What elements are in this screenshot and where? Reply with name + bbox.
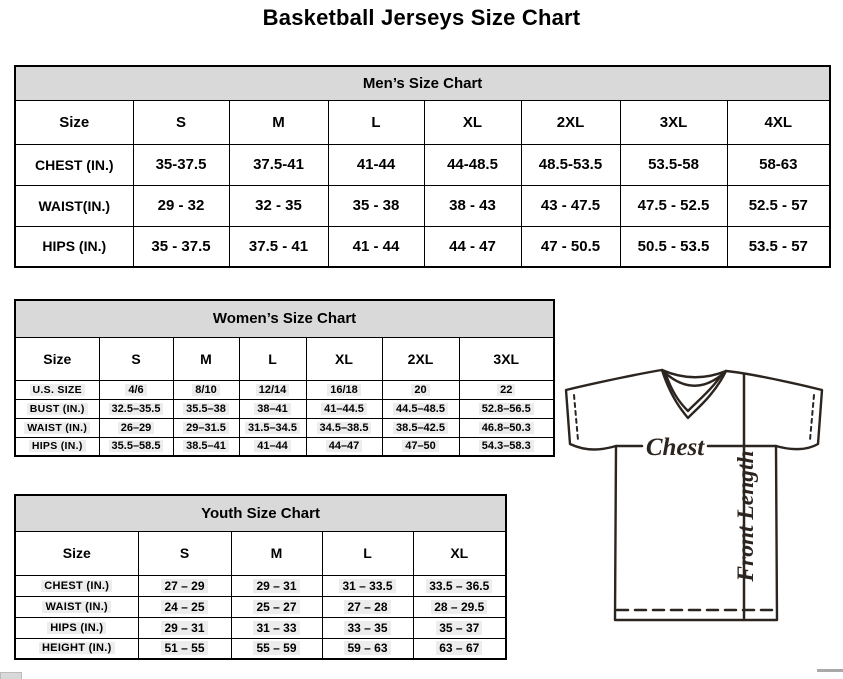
row-label-text: WAIST (IN.) [42,601,111,613]
cell-value: 28 – 29.5 [431,600,487,614]
cell-value: 31.5–34.5 [245,422,300,434]
men-cell [727,185,830,226]
cell-value: 41–44 [254,440,291,452]
women-column-header: 3XL [459,337,554,380]
cell-value: 44.5–48.5 [393,403,448,415]
row-label-text: CHEST (IN.) [34,156,114,173]
youth-table-row [15,575,506,596]
womens-table-title-row [15,300,554,337]
men-cell [620,185,727,226]
youth-header-row [15,531,506,575]
youth-table-row [15,638,506,659]
cell-value: 55 – 59 [253,641,299,655]
women-cell [99,380,173,399]
row-label-text: WAIST (IN.) [24,422,90,434]
youth-column-header: L [322,531,413,575]
women-column-header: Size [15,337,99,380]
men-column-header: 3XL [620,100,727,144]
right-cuff-dashed-line [810,395,814,440]
youth-row-label [15,638,138,659]
youth-column-header: Size [15,531,138,575]
men-column-header: XL [424,100,521,144]
left-cuff-dashed-line [574,395,578,440]
women-table-row [15,399,554,418]
men-cell [328,185,424,226]
women-cell [306,399,382,418]
men-cell [328,144,424,185]
men-column-header: Size [15,100,133,144]
cell-value: 47.5 - 52.5 [637,197,710,214]
cell-value: 33 – 35 [344,621,390,635]
women-cell [173,380,239,399]
men-row-label [15,185,133,226]
women-cell [382,437,459,456]
cell-value: 44–47 [326,440,363,452]
row-label-text: HEIGHT (IN.) [39,642,115,654]
mens-header-row [15,100,830,144]
cell-value: 48.5-53.5 [538,156,603,173]
page-title: Basketball Jerseys Size Chart [262,5,581,30]
men-column-header: 2XL [521,100,620,144]
cell-value: 47 - 50.5 [540,237,601,255]
cell-value: 47–50 [402,440,439,452]
women-cell [239,418,306,437]
cell-value: 38.5–42.5 [393,422,448,434]
women-cell [173,418,239,437]
cell-value: 16/18 [327,384,361,396]
jersey-outline [566,370,822,620]
women-row-label [15,418,99,437]
women-table-row [15,437,554,456]
youth-size-table [14,494,507,660]
cell-value: 44-48.5 [447,156,498,173]
men-row-label [15,226,133,267]
cell-value: 52.8–56.5 [479,403,534,415]
cell-value: 38.5–41 [183,440,229,452]
cell-value: 33.5 – 36.5 [426,579,492,593]
cell-value: 43 - 47.5 [540,197,601,214]
youth-table-row [15,596,506,617]
women-column-header: XL [306,337,382,380]
cell-value: 35.5–38 [183,403,229,415]
cell-value: 22 [497,384,515,396]
cell-value: 52.5 - 57 [748,197,808,214]
men-cell [620,226,727,267]
youth-column-header: S [138,531,231,575]
row-label-text: U.S. SIZE [30,384,85,396]
cell-value: 35-37.5 [155,156,207,173]
women-cell [306,418,382,437]
men-column-header: 4XL [727,100,830,144]
cell-value: 4/6 [125,384,146,396]
women-cell [239,380,306,399]
men-cell [620,144,727,185]
men-row-label [15,144,133,185]
cell-value: 8/10 [192,384,219,396]
front-length-label: Front Length [733,450,759,582]
women-cell [239,437,306,456]
men-cell [133,185,229,226]
youth-cell [322,575,413,596]
men-table-row [15,226,830,267]
women-cell [99,418,173,437]
women-cell [382,380,459,399]
youth-cell [322,596,413,617]
cell-value: 41 - 44 [352,237,400,255]
men-cell [521,144,620,185]
youth-table-title-row [15,495,506,531]
women-cell [99,399,173,418]
women-column-header: 2XL [382,337,459,380]
cell-value: 31 – 33 [253,621,299,635]
men-cell [229,185,328,226]
men-cell [521,226,620,267]
youth-cell [138,575,231,596]
women-table-row [15,418,554,437]
women-table-row [15,380,554,399]
youth-column-header: M [231,531,322,575]
cell-value: 59 – 63 [344,641,390,655]
cell-value: 41-44 [356,156,396,173]
cell-value: 35 - 38 [352,197,400,214]
womens-size-table [14,299,555,457]
youth-cell [138,638,231,659]
chest-label: Chest [645,434,705,461]
mens-table-title: Men’s Size Chart [15,66,830,100]
women-cell [306,380,382,399]
women-column-header: S [99,337,173,380]
youth-row-label [15,617,138,638]
youth-row-label [15,596,138,617]
cell-value: 54.3–58.3 [479,440,534,452]
men-cell [727,226,830,267]
cell-value: 35 – 37 [436,621,482,635]
men-cell [229,144,328,185]
youth-cell [231,596,322,617]
cell-value: 27 – 29 [161,579,207,593]
cell-value: 50.5 - 53.5 [637,237,710,255]
row-label-text: WAIST(IN.) [38,197,111,214]
women-row-label [15,399,99,418]
row-label-text: HIPS (IN.) [47,622,106,634]
cell-value: 51 – 55 [161,641,207,655]
selection-handle-left [0,672,22,679]
youth-cell [138,596,231,617]
cell-value: 37.5-41 [253,156,304,173]
row-label-text: BUST (IN.) [27,403,88,415]
men-table-row [15,144,830,185]
women-row-label [15,380,99,399]
youth-cell [138,617,231,638]
cell-value: 27 – 28 [344,600,390,614]
cell-value: 38 - 43 [449,197,496,214]
women-cell [459,380,554,399]
jersey-measurement-diagram [557,358,841,676]
men-cell [424,185,521,226]
row-label-text: HIPS (IN.) [29,440,86,452]
youth-cell [413,575,506,596]
youth-cell [322,638,413,659]
cell-value: 26–29 [118,422,155,434]
men-cell [328,226,424,267]
youth-table-row [15,617,506,638]
cell-value: 25 – 27 [253,600,299,614]
cell-value: 32.5–35.5 [109,403,164,415]
youth-cell [231,617,322,638]
women-cell [99,437,173,456]
cell-value: 38–41 [254,403,291,415]
cell-value: 35.5–58.5 [109,440,164,452]
women-cell [382,418,459,437]
cell-value: 29 – 31 [161,621,207,635]
men-cell [133,226,229,267]
cell-value: 29–31.5 [183,422,229,434]
womens-table-title: Women’s Size Chart [15,300,554,337]
cell-value: 37.5 - 41 [248,237,309,255]
women-cell [239,399,306,418]
womens-header-row [15,337,554,380]
cell-value: 24 – 25 [161,600,207,614]
youth-cell [413,617,506,638]
women-cell [306,437,382,456]
women-row-label [15,437,99,456]
youth-cell [413,638,506,659]
men-cell [424,226,521,267]
women-cell [173,437,239,456]
cell-value: 31 – 33.5 [339,579,395,593]
mens-table-title-row [15,66,830,100]
cell-value: 53.5 - 57 [748,237,808,255]
cell-value: 58-63 [759,156,798,173]
women-cell [459,437,554,456]
youth-row-label [15,575,138,596]
cell-value: 46.8–50.3 [479,422,534,434]
cell-value: 29 – 31 [253,579,299,593]
youth-table-title: Youth Size Chart [15,495,506,531]
women-cell [459,399,554,418]
youth-cell [231,575,322,596]
cell-value: 41–44.5 [321,403,367,415]
row-label-text: HIPS (IN.) [42,238,107,255]
row-label-text: CHEST (IN.) [41,580,112,592]
cell-value: 53.5-58 [648,156,699,173]
youth-cell [322,617,413,638]
men-column-header: M [229,100,328,144]
women-cell [459,418,554,437]
cell-value: 12/14 [256,384,290,396]
youth-column-header: XL [413,531,506,575]
women-cell [382,399,459,418]
youth-cell [413,596,506,617]
men-column-header: L [328,100,424,144]
women-column-header: M [173,337,239,380]
cell-value: 32 - 35 [255,197,302,214]
selection-handle-right [817,669,843,672]
cell-value: 34.5–38.5 [317,422,372,434]
men-cell [521,185,620,226]
mens-size-table [14,65,831,268]
youth-cell [231,638,322,659]
cell-value: 35 - 37.5 [151,237,211,255]
women-column-header: L [239,337,306,380]
men-table-row [15,185,830,226]
men-column-header: S [133,100,229,144]
cell-value: 63 – 67 [436,641,482,655]
women-cell [173,399,239,418]
men-cell [133,144,229,185]
cell-value: 44 - 47 [449,237,496,255]
men-cell [424,144,521,185]
cell-value: 29 - 32 [157,197,205,214]
men-cell [229,226,328,267]
collar-neck-arc-1 [662,370,726,377]
cell-value: 20 [411,384,429,396]
men-cell [727,144,830,185]
